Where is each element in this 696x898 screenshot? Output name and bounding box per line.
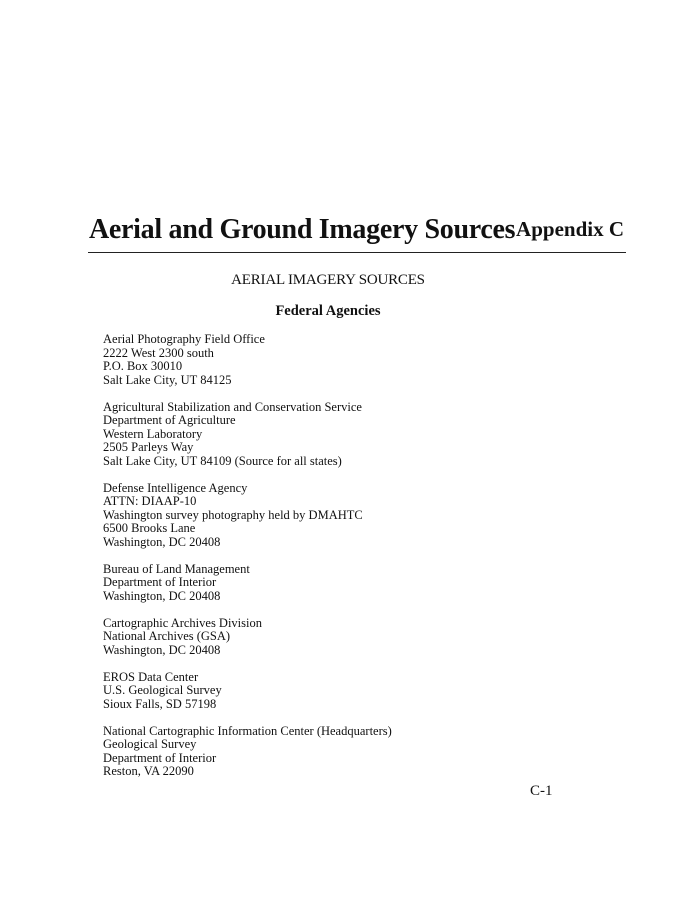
- sub-heading: Federal Agencies: [275, 303, 381, 319]
- address-line: Agricultural Stabilization and Conservation Service: [103, 399, 362, 414]
- address-line: U.S. Geological Survey: [103, 683, 222, 697]
- address-line: Reston, VA 22090: [103, 764, 194, 778]
- address-line: ATTN: DIAAP-10: [103, 494, 197, 508]
- address-line: Department of Interior: [103, 750, 217, 765]
- address-entry-aerial-photography-field-office: [103, 333, 583, 387]
- address-line: Western Laboratory: [103, 426, 203, 441]
- address-line: Aerial Photography Field Office: [103, 332, 265, 346]
- address-entry-defense-intelligence-agency: [103, 482, 583, 550]
- address-line: Washington survey photography held by DMAHTC: [103, 507, 363, 522]
- address-line: National Archives (GSA): [103, 629, 231, 643]
- address-line: Cartographic Archives Division: [103, 615, 262, 630]
- address-line: Salt Lake City, UT 84125: [103, 372, 232, 387]
- address-line: Washington, DC 20408: [103, 534, 221, 549]
- address-line: EROS Data Center: [103, 669, 199, 684]
- address-entry-cartographic-archives: [103, 617, 583, 658]
- address-line: Bureau of Land Management: [103, 561, 250, 576]
- address-line: 2505 Parleys Way: [103, 440, 194, 454]
- appendix-label: Appendix C: [516, 217, 624, 241]
- address-entry-national-cartographic-info-center: [103, 725, 583, 779]
- address-entry-agricultural-stabilization: [103, 401, 583, 469]
- address-line: Sioux Falls, SD 57198: [103, 696, 217, 711]
- address-line: Washington, DC 20408: [103, 642, 221, 657]
- address-entry-bureau-of-land-management: [103, 563, 583, 604]
- page-title: Aerial and Ground Imagery Sources: [89, 214, 516, 245]
- address-line: Department of Interior: [103, 575, 217, 589]
- section-heading: AERIAL IMAGERY SOURCES: [231, 272, 425, 288]
- address-line: Geological Survey: [103, 737, 197, 751]
- address-list: [103, 333, 583, 792]
- address-line: Defense Intelligence Agency: [103, 480, 248, 495]
- address-line: P.O. Box 30010: [103, 359, 183, 373]
- address-entry-eros-data-center: [103, 671, 583, 712]
- address-line: 2222 West 2300 south: [103, 345, 214, 360]
- address-line: Salt Lake City, UT 84109 (Source for all states): [103, 453, 342, 468]
- address-line: Washington, DC 20408: [103, 588, 221, 603]
- address-line: National Cartographic Information Center (Headquarters): [103, 723, 392, 738]
- address-line: Department of Agriculture: [103, 413, 236, 427]
- address-line: 6500 Brooks Lane: [103, 521, 196, 535]
- page-header: [88, 212, 626, 253]
- page-number: C-1: [530, 783, 553, 799]
